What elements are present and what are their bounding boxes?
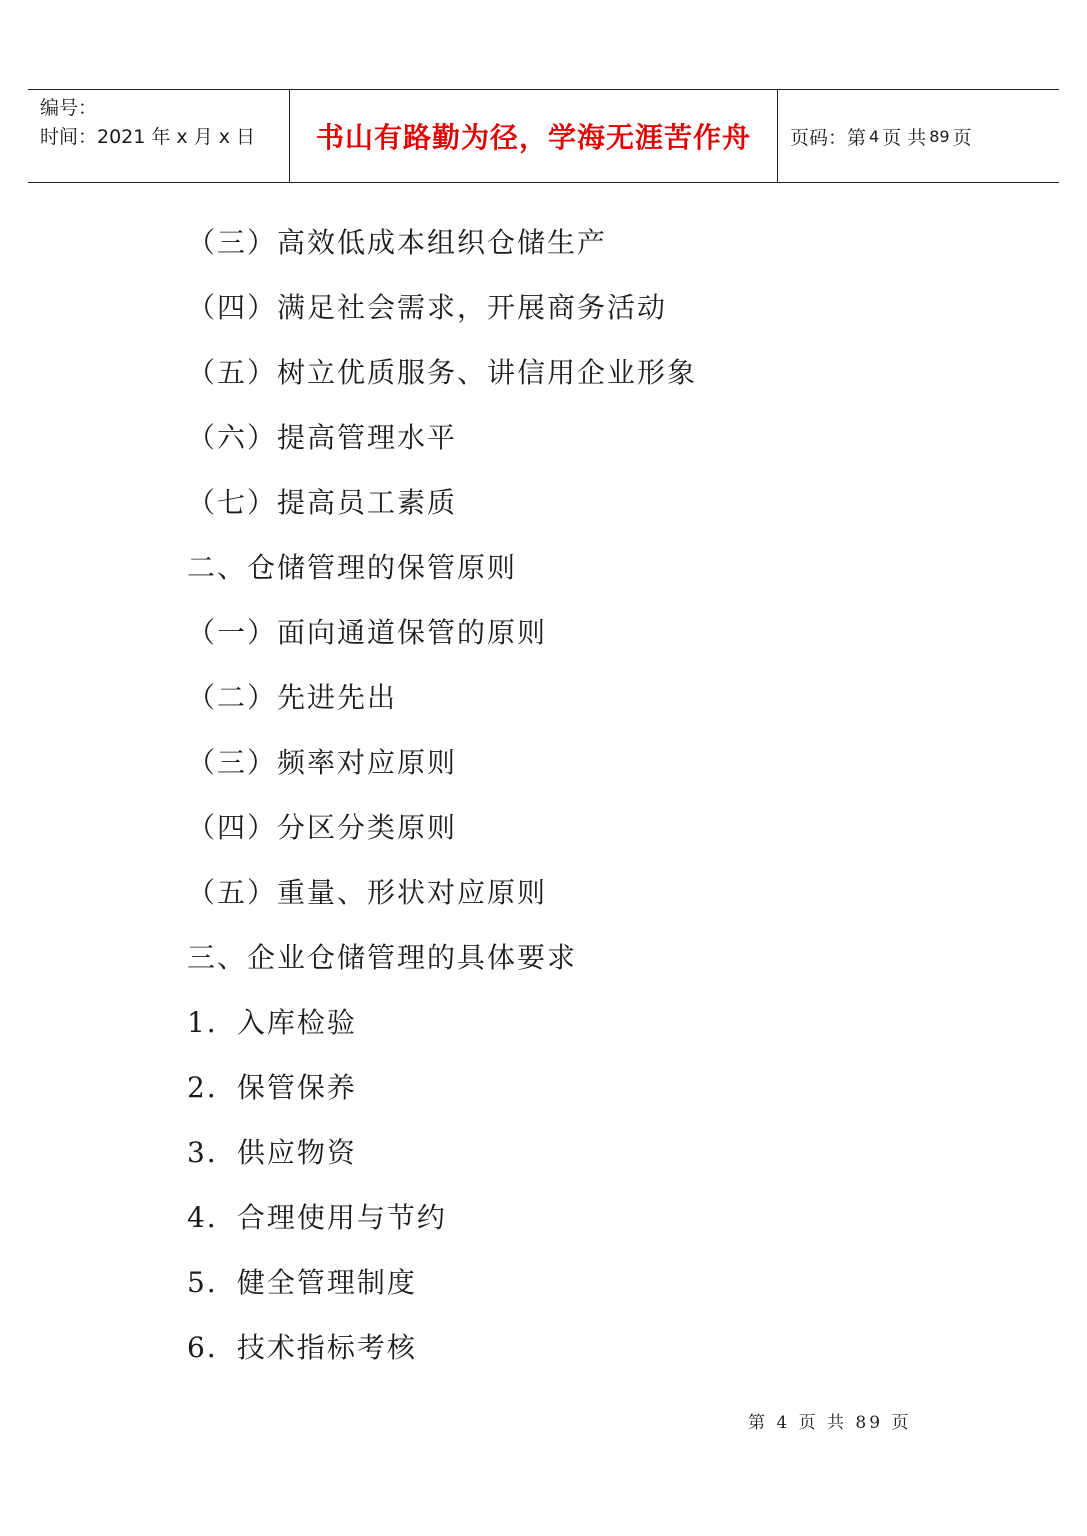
page-prefix: 页码：第 bbox=[790, 126, 867, 149]
body-line: 5．健全管理制度 bbox=[187, 1266, 417, 1299]
body-line: （三）高效低成本组织仓储生产 bbox=[187, 226, 608, 259]
body-line: （四）分区分类原则 bbox=[187, 811, 458, 844]
header-motto-cell bbox=[290, 90, 778, 182]
page-header bbox=[28, 89, 1059, 183]
body-line: （一）面向通道保管的原则 bbox=[187, 616, 548, 649]
body-line: （七）提高员工素质 bbox=[187, 486, 458, 519]
body-line: （六）提高管理水平 bbox=[187, 421, 458, 454]
body-line: 4．合理使用与节约 bbox=[187, 1201, 447, 1234]
body-line: 3．供应物资 bbox=[187, 1136, 357, 1169]
header-page-info bbox=[778, 90, 1059, 182]
body-line: （三）频率对应原则 bbox=[187, 746, 458, 779]
document-body bbox=[187, 210, 697, 1380]
page-mid: 页 共 bbox=[882, 126, 927, 149]
body-line: 1．入库检验 bbox=[187, 1006, 357, 1039]
body-line: （四）满足社会需求，开展商务活动 bbox=[187, 291, 668, 324]
page-total: 89 bbox=[929, 126, 950, 146]
header-motto: 书山有路勤为径，学海无涯苦作舟 bbox=[315, 121, 751, 154]
body-line: 6．技术指标考核 bbox=[187, 1331, 417, 1364]
body-line: （五）树立优质服务、讲信用企业形象 bbox=[187, 356, 698, 389]
page-current: 4 bbox=[869, 126, 880, 146]
page-suffix: 页 bbox=[952, 126, 972, 149]
body-line: （二）先进先出 bbox=[187, 681, 398, 714]
document-number-label: 编号： bbox=[40, 97, 98, 119]
header-meta bbox=[28, 90, 290, 182]
body-line: （五）重量、形状对应原则 bbox=[187, 876, 548, 909]
page-footer: 第 4 页 共 89 页 bbox=[748, 1413, 912, 1433]
body-line: 2．保管保养 bbox=[187, 1071, 357, 1104]
section-heading: 三、企业仓储管理的具体要求 bbox=[187, 941, 578, 974]
section-heading: 二、仓储管理的保管原则 bbox=[187, 551, 518, 584]
document-time-label: 时间：2021 年 x 月 x 日 bbox=[40, 126, 256, 148]
